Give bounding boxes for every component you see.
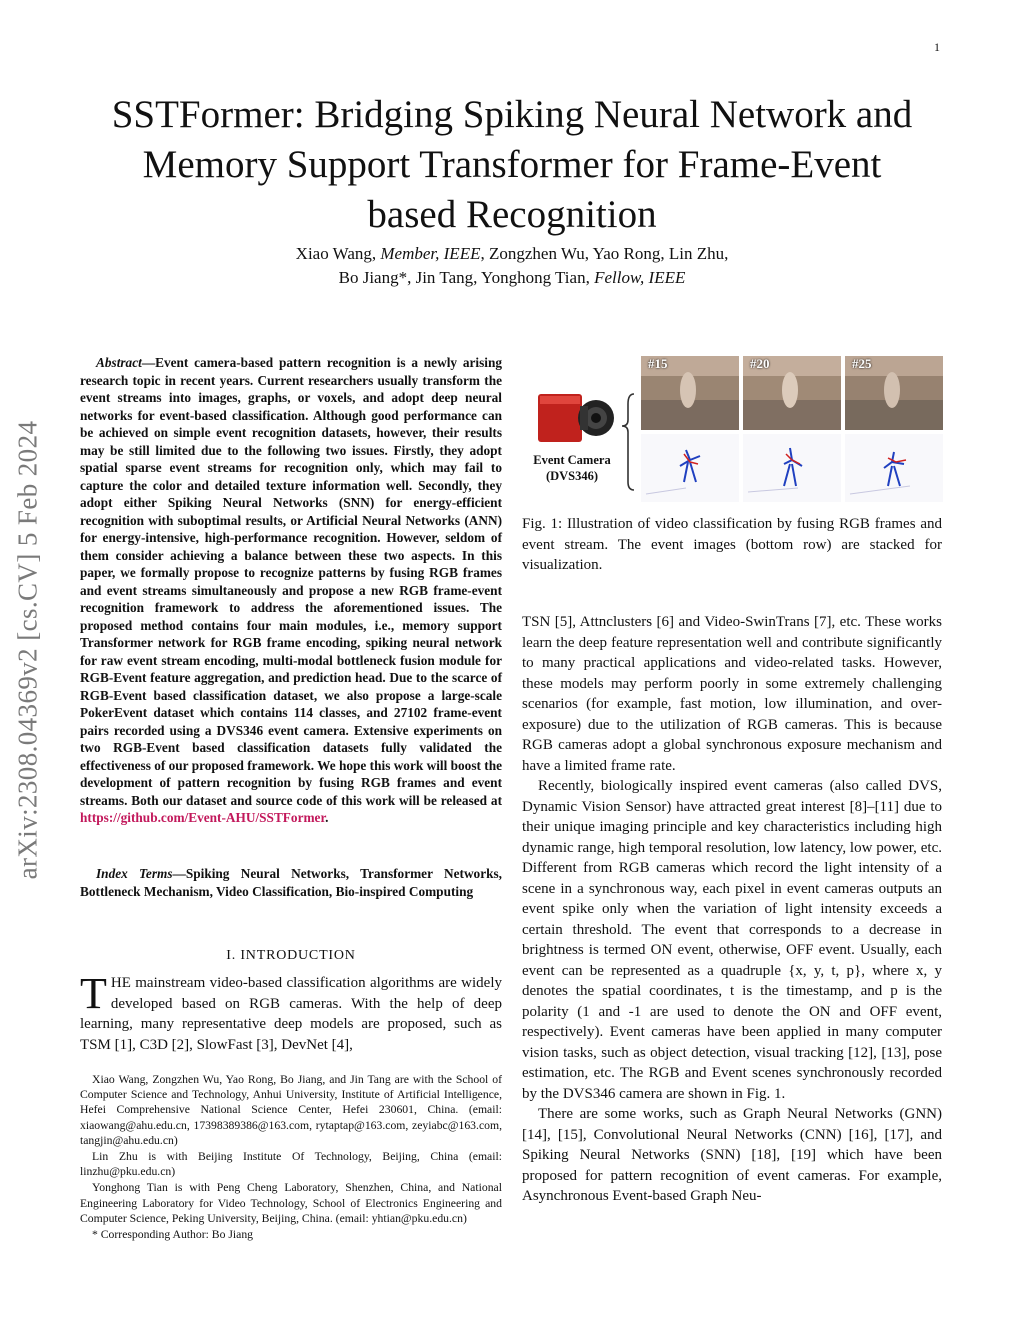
footnote: Lin Zhu is with Beijing Institute Of Technology, Beijing, China (email: linzhu@pku.edu.cn) <box>80 1150 502 1179</box>
figure-caption: Fig. 1: Illustration of video classification by fusing RGB frames and event stream. The event images (bottom row) are stacked for visualization. <box>522 516 942 573</box>
authors-text: Bo Jiang*, Jin Tang, Yonghong Tian, <box>338 268 595 287</box>
camera-label-line: (DVS346) <box>545 469 599 483</box>
paragraph: TSN [5], Attnclusters [6] and Video-SwinTrans [7], etc. These works learn the deep feature representation well and contribute significantly to many practical applications and video-related tasks. However, these models may perform poorly in some extremely challenging scenarios (for example, fast motion, low illumination, and over-exposure) due to the utilization of RGB cameras. This is because RGB cameras adopt a global synchronous exposure mechanism and have a limited frame rate. <box>522 614 942 774</box>
arxiv-sidebar <box>8 350 48 950</box>
index-label: Index Terms <box>96 866 173 881</box>
title-line: SSTFormer: Bridging Spiking Neural Network and <box>111 93 913 136</box>
frame-label-15: #15 <box>648 356 668 371</box>
fellow-title: Fellow, IEEE <box>594 268 686 287</box>
abstract-text: —Event camera-based pattern recognition is a newly arising research topic in recent years. Current researchers usually transform the event streams into images, graphs, or voxels, and adopt deep neural networks for event-based classification. Although good performance can be achieved on simple event recognition datasets, however, their results may be still limited due to the following two issues. Firstly, they adopt spatial sparse event streams for recognition only, which may fail to capture the color and detailed texture information well. Secondly, they adopt either Spiking Neural Networks (SNN) for energy-efficient recognition with suboptimal results, or Artificial Neural Networks (ANN) for energy-intensive, high-performance recognition. However, seldom of them consider achieving a balance between these two aspects. In this paper, we formally propose to recognize patterns by fusing RGB frames and event streams simultaneously and propose a new RGB frame-event recognition framework to address the aforementioned issues. The proposed method contains four main modules, i.e., memory support Transformer network for RGB frame encoding, spiking neural network for raw event stream encoding, multi-modal bottleneck fusion module for RGB-Event feature aggregation, and prediction head. Due to the scarce of RGB-Event based classification dataset, we also propose a large-scale PokerEvent dataset which contains 114 classes, and 27102 frame-event pairs recorded using a DVS346 event camera. Extensive experiments on two RGB-Event based classification datasets fully validated the effectiveness of our proposed framework. We hope this work will boost the development of pattern recognition by fusing RGB frames and event streams. Both our dataset and source code of this work will be released at <box>80 355 502 808</box>
arxiv-identifier: arXiv:2308.04369v2 [cs.CV] 5 Feb 2024 <box>12 420 43 880</box>
authors-text: Xiao Wang, <box>295 244 381 263</box>
event-frames <box>641 434 943 502</box>
frame-label-20: #20 <box>750 356 770 371</box>
author-line-2 <box>60 266 964 290</box>
right-column-text <box>522 612 942 1207</box>
paper-title <box>60 90 964 240</box>
figure-1 <box>528 354 946 504</box>
title-line: Memory Support Transformer for Frame-Event <box>142 143 882 186</box>
event-camera-image <box>538 394 614 442</box>
intro-text: HE mainstream video-based classification algorithms are widely developed based on RGB cameras. With the help of deep learning, many representative deep models are proposed, such as TSM [1], C3D [2], SlowFast [3], DevNet [4], <box>80 975 502 1053</box>
intro-paragraph <box>80 969 502 1055</box>
footnotes <box>80 1072 502 1243</box>
code-link[interactable]: https://github.com/Event-AHU/SSTFormer <box>80 810 326 825</box>
page-number: 1 <box>934 40 940 54</box>
section-heading: I. INTRODUCTION <box>226 948 356 963</box>
camera-label-line: Event Camera <box>533 453 611 467</box>
brace-icon <box>622 394 634 490</box>
rgb-frames <box>641 356 943 430</box>
paragraph: There are some works, such as Graph Neural Networks (GNN) [14], [15], Convolutional Neural Networks (CNN) [16], [17], and Spiking Neural Networks (SNN) [18], [19] which have been proposed for pattern recognition of event cameras. For example, Asynchronous Event-based Graph Neu- <box>522 1106 942 1204</box>
author-list <box>60 242 964 290</box>
abstract-label: Abstract <box>96 355 142 370</box>
footnote: Yonghong Tian is with Peng Cheng Laboratory, Shenzhen, China, and National Engineering Laboratory for Video Technology, School of Electronics Engineering and Computer Science, Peking University, Beijing, China. (email: yhtian@pku.edu.cn) <box>80 1181 502 1225</box>
frame-label-25: #25 <box>852 356 872 371</box>
authors-text: , Zongzhen Wu, Yao Rong, Lin Zhu, <box>480 244 729 263</box>
index-terms <box>80 865 502 900</box>
title-line: based Recognition <box>367 193 657 236</box>
author-line-1 <box>60 242 964 266</box>
index-text: —Spiking Neural Networks, Transformer Networks, Bottleneck Mechanism, Video Classification, Bio-inspired Computing <box>80 866 502 899</box>
footnote: * Corresponding Author: Bo Jiang <box>92 1228 254 1242</box>
footnote: Xiao Wang, Zongzhen Wu, Yao Rong, Bo Jiang, and Jin Tang are with the School of Computer Science and Technology, Anhui University, Institute of Artificial Intelligence, Hefei Comprehensive National Science Center, Hefei 230601, China. (email: xiaowang@ahu.edu.cn, 17398389386@163.com, rytaptap@163.com, zeyiabc@163.com, tangjin@ahu.edu.cn) <box>80 1073 502 1147</box>
camera-label <box>528 452 616 484</box>
member-title: Member, IEEE <box>380 244 481 263</box>
drop-cap: T <box>80 969 107 1018</box>
paragraph: Recently, biologically inspired event cameras (also called DVS, Dynamic Vision Sensor) have attracted great interest [8]–[11] due to their unique imaging principle and key characteristics including high dynamic range, high temporal resolution, low latency, low power, etc. Different from RGB cameras which record the light intensity of a scene in a synchronous way, each pixel in event cameras outputs an event spike only when the variation of light intensity exceeds a certain threshold. The event that corresponds to a decrease in brightness is termed ON event, otherwise, OFF event. Usually, each event can be represented as a quadruple {x, y, t, p}, where x, y denotes the spatial coordinates, t is the timestamp, and p is the polarity (1 and -1 are used to denote the ON and OFF event, respectively). Event cameras have been applied in many computer vision tasks, such as object detection, visual tracking [12], [13], pose estimation, etc. The RGB and Event scenes synchronously recorded by the DVS346 camera are shown in Fig. 1. <box>522 778 942 1102</box>
abstract: Abstract—Event camera-based pattern recognition is a newly arising research topic in recent years. Current researchers usually transform the event streams into images, graphs, or voxels, and adopt deep neural networks for event-based classification. Although good performance can be achieved on simple event recognition datasets, however, their results may be still limited due to the following two issues. Firstly, they adopt spatial sparse event streams for recognition only, which may fail to capture the color and detailed texture information well. Secondly, they adopt either Spiking Neural Networks (SNN) for energy-efficient recognition with suboptimal results, or Artificial Neural Networks (ANN) for energy-intensive, high-performance recognition. However, seldom of them consider achieving a balance between these two aspects. In this paper, we formally propose to recognize patterns by fusing RGB frames and event streams simultaneously and propose a new RGB frame-event recognition framework to address the aforementioned issues. The proposed method contains four main modules, i.e., memory support Transformer network for RGB frame encoding, spiking neural network for raw event stream encoding, multi-modal bottleneck fusion module for RGB-Event feature aggregation, and prediction head. Due to the scarce of RGB-Event based classification dataset, we also propose a large-scale PokerEvent dataset which contains 114 classes, and 27102 frame-event pairs recorded using a DVS346 event camera. Extensive experiments on two RGB-Event based classification datasets fully validated the effectiveness of our proposed framework. We hope this work will boost the development of pattern recognition by fusing RGB frames and event streams. Both our dataset and source code of this work will be released at https://github.com/Event-AHU/SSTFormer. <box>80 355 502 825</box>
